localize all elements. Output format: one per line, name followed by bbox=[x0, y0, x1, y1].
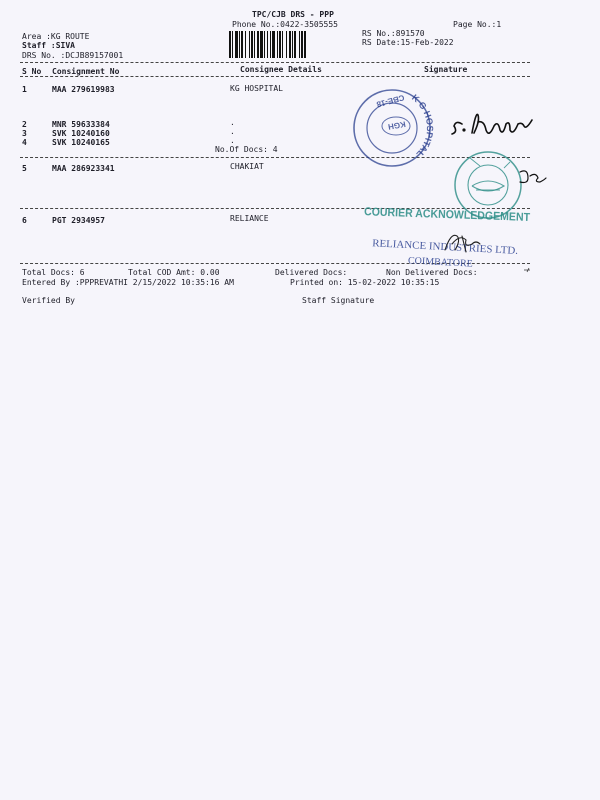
row-consignment: MNR 59633384 bbox=[52, 120, 110, 129]
row-consignment: MAA 279619983 bbox=[52, 85, 115, 94]
drs-number: DRS No. :DCJB89157001 bbox=[22, 51, 124, 60]
row-consignment: SVK 10240160 bbox=[52, 129, 110, 138]
row-consignee: RELIANCE bbox=[230, 214, 269, 223]
row-sno: 1 bbox=[22, 85, 27, 94]
printed-on: Printed on: 15-02-2022 10:35:15 bbox=[290, 278, 440, 287]
row-consignment: MAA 286923341 bbox=[52, 164, 115, 173]
staff-signature-label: Staff Signature bbox=[302, 296, 375, 305]
row-consignee: KG HOSPITAL bbox=[230, 84, 283, 93]
row-sno: 5 bbox=[22, 164, 27, 173]
signature-2 bbox=[520, 171, 546, 183]
area-label: Area :KG ROUTE bbox=[22, 32, 90, 41]
non-delivered-docs: Non Delivered Docs: bbox=[386, 268, 478, 277]
total-cod: Total COD Amt: 0.00 bbox=[128, 268, 220, 277]
total-docs: Total Docs: 6 bbox=[22, 268, 85, 277]
row-consignee: . bbox=[230, 118, 235, 127]
registration-mark bbox=[524, 268, 530, 272]
col-header-signature: Signature bbox=[424, 65, 468, 74]
row-consignment: SVK 10240165 bbox=[52, 138, 110, 147]
verified-by: Verified By bbox=[22, 296, 75, 305]
row-sno: 2 bbox=[22, 120, 27, 129]
row-consignment: PGT 2934957 bbox=[52, 216, 105, 225]
row-sno: 6 bbox=[22, 216, 27, 225]
col-header-consignment: Consignment No bbox=[52, 67, 120, 76]
phone-number: Phone No.:0422-3505555 bbox=[232, 20, 338, 29]
col-header-consignee: Consignee Details bbox=[240, 65, 322, 74]
docs-count: No.Of Docs: 4 bbox=[215, 145, 278, 154]
row-consignee: . bbox=[230, 127, 235, 136]
delivered-docs: Delivered Docs: bbox=[275, 268, 348, 277]
col-header-sno: S No bbox=[22, 67, 42, 76]
row-consignee: CHAKIAT bbox=[230, 162, 264, 171]
chakiat-stamp bbox=[455, 152, 521, 218]
document-title: TPC/CJB DRS - PPP bbox=[252, 10, 334, 19]
kg-hospital-stamp-outer-text: K G HOSPITAL bbox=[410, 92, 436, 160]
kg-hospital-stamp-mid-text: KGH bbox=[387, 119, 407, 132]
staff-label: Staff :SIVA bbox=[22, 41, 75, 50]
kg-hospital-stamp-code: CBE-18 bbox=[375, 92, 406, 109]
row-consignee: . bbox=[230, 136, 235, 145]
reliance-stamp-line2: COIMBATORE bbox=[407, 255, 474, 270]
rs-number: RS No.:891570 bbox=[362, 29, 425, 38]
entered-by: Entered By :PPPREVATHI 2/15/2022 10:35:16 AM bbox=[22, 278, 234, 287]
courier-ack-stamp: COURIER ACKNOWLEDGEMENT bbox=[363, 206, 546, 225]
reliance-stamp-line1: RELIANCE INDUSTRIES LTD. bbox=[371, 238, 513, 257]
signature-1 bbox=[452, 114, 532, 134]
rs-date: RS Date:15-Feb-2022 bbox=[362, 38, 454, 47]
row-sno: 4 bbox=[22, 138, 27, 147]
row-sno: 3 bbox=[22, 129, 27, 138]
page-number: Page No.:1 bbox=[453, 20, 502, 29]
